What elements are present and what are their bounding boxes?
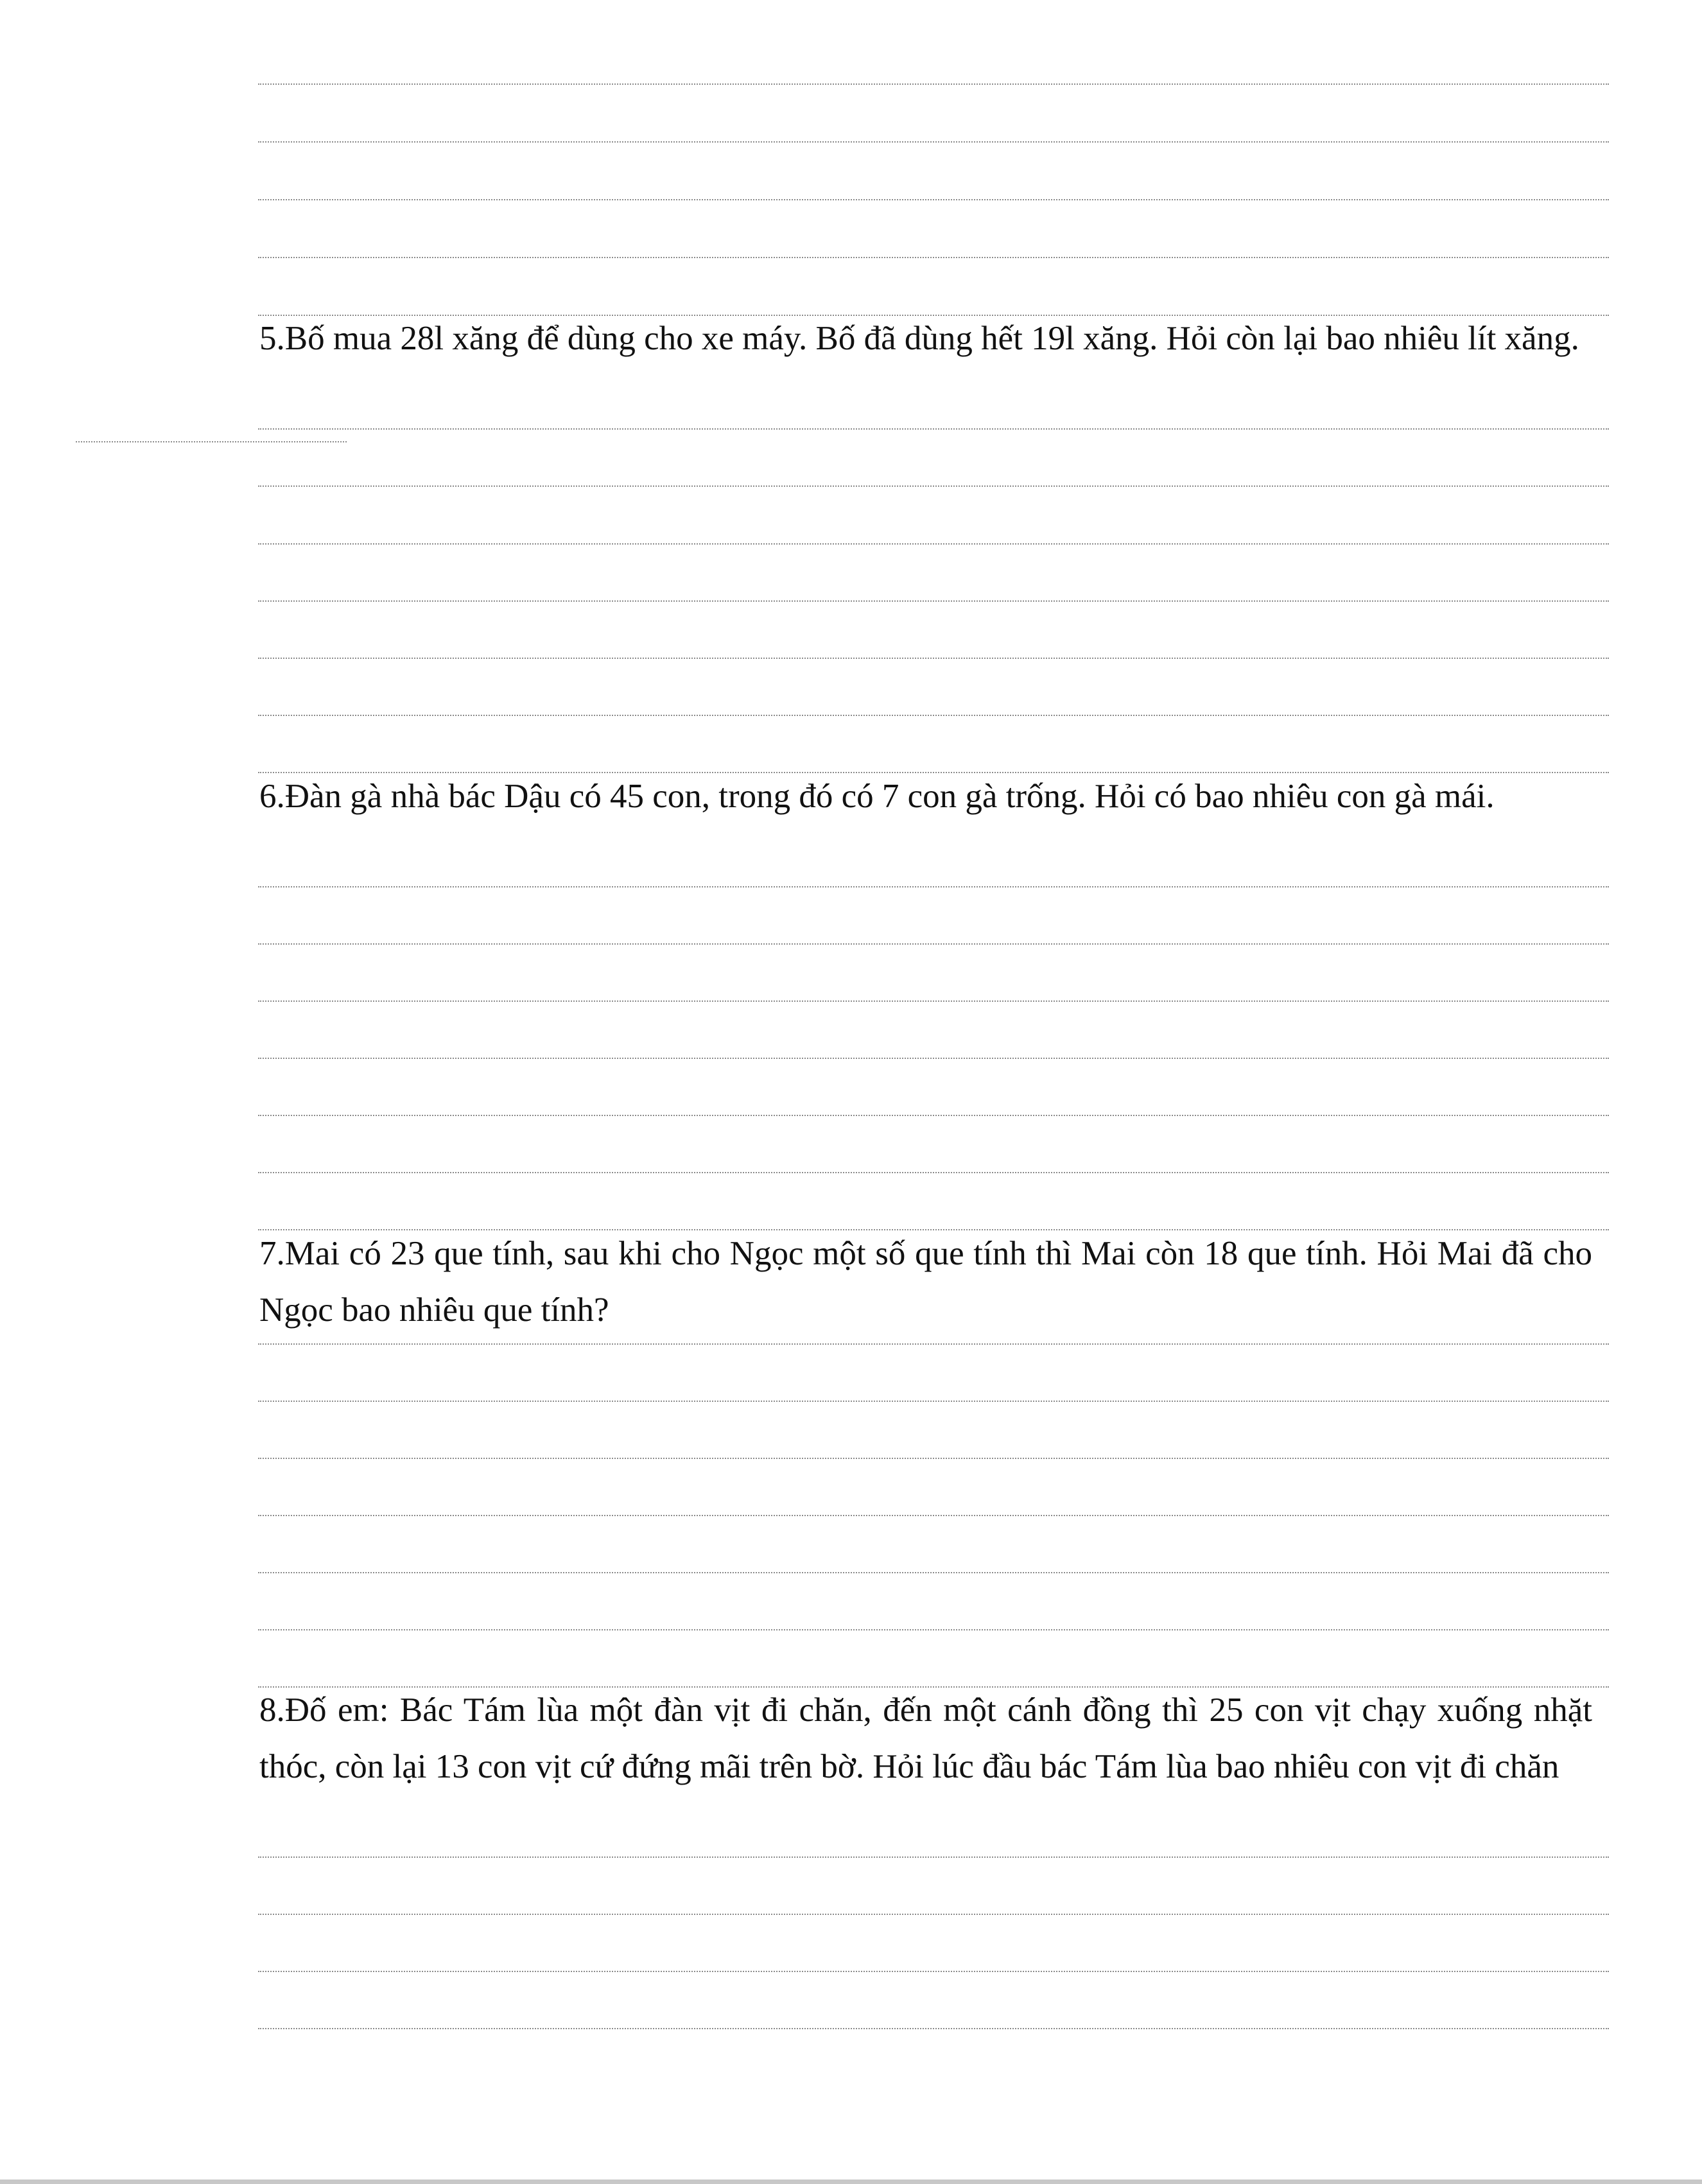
question-number: 8. — [259, 1691, 285, 1729]
answer-line — [258, 1914, 1609, 1915]
answer-line — [258, 543, 1609, 545]
question-6 — [259, 768, 1592, 825]
answer-line — [258, 886, 1609, 887]
page-bottom-edge — [0, 2180, 1702, 2184]
question-text: Đàn gà nhà bác Dậu có 45 con, trong đó có 7 con gà trống. Hỏi có bao nhiêu con gà mái. — [284, 778, 1495, 815]
answer-line — [258, 1000, 1609, 1002]
answer-line — [258, 1172, 1609, 1173]
answer-line — [258, 257, 1609, 258]
answer-line — [258, 1515, 1609, 1516]
margin-line — [76, 441, 347, 442]
answer-line — [258, 1343, 1609, 1345]
answer-line — [258, 1971, 1609, 1972]
answer-line — [258, 943, 1609, 945]
answer-line — [258, 2028, 1609, 2029]
answer-line — [258, 1115, 1609, 1116]
answer-line — [258, 715, 1609, 716]
question-text: Bố mua 28l xăng để dùng cho xe máy. Bố đã dùng hết 19l xăng. Hỏi còn lại bao nhiêu lít xăng. — [284, 320, 1579, 357]
answer-line — [258, 1572, 1609, 1573]
answer-line — [258, 83, 1609, 85]
question-text: Mai có 23 que tính, sau khi cho Ngọc một số que tính thì Mai còn 18 que tính. Hỏi Mai đã cho Ngọc bao nhiêu que tính? — [259, 1235, 1592, 1329]
answer-line — [258, 485, 1609, 487]
question-7 — [259, 1225, 1592, 1338]
question-number: 5. — [259, 320, 285, 357]
question-5 — [259, 310, 1592, 367]
question-number: 7. — [259, 1235, 285, 1272]
answer-line — [258, 199, 1609, 200]
answer-line — [258, 1458, 1609, 1459]
answer-line — [258, 428, 1609, 430]
answer-line — [258, 1058, 1609, 1059]
answer-line — [258, 658, 1609, 659]
question-number: 6. — [259, 778, 285, 815]
answer-line — [258, 1629, 1609, 1630]
answer-line — [258, 1401, 1609, 1402]
answer-line — [258, 600, 1609, 602]
question-8 — [259, 1682, 1592, 1795]
question-text: Đố em: Bác Tám lùa một đàn vịt đi chăn, đến một cánh đồng thì 25 con vịt chạy xuống nhặt thóc, còn lại 13 con vịt cứ đứng mãi trên bờ. Hỏi lúc đầu bác Tám lùa bao nhiêu con vịt đi chăn — [259, 1691, 1592, 1785]
answer-line — [258, 141, 1609, 143]
answer-line — [258, 1856, 1609, 1858]
